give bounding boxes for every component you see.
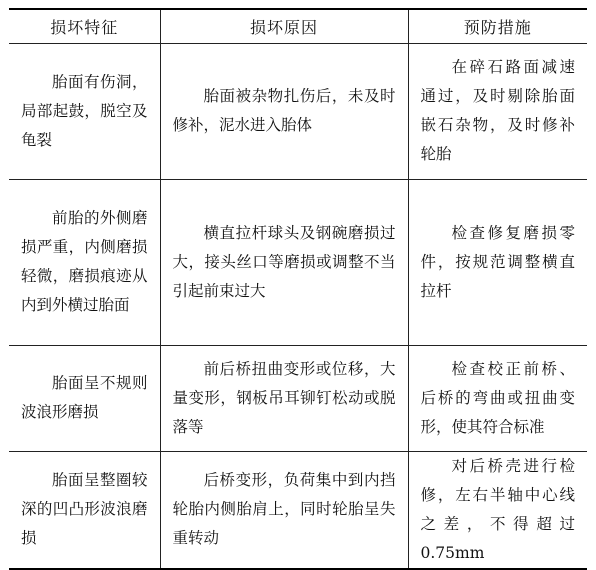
feature-text: 胎面呈不规则波浪形磨损 [21,374,148,421]
cause-text: 胎面被杂物扎伤后，未及时修补，泥水进入胎体 [172,87,396,134]
header-prevention: 预防措施 [408,9,587,43]
feature-text: 胎面呈整圈较深的凹凸形波浪磨损 [21,471,148,547]
table-row [9,451,587,569]
table-row [9,179,587,345]
feature-cell [9,345,160,451]
cause-cell [160,43,408,179]
prevention-text: 检查修复磨损零件，按规范调整横直拉杆 [420,223,575,300]
feature-text: 胎面有伤洞，局部起鼓，脱空及龟裂 [21,72,148,149]
prevention-cell [408,43,587,179]
feature-cell [9,179,160,345]
cause-text: 横直拉杆球头及钢碗磨损过大，接头丝口等磨损或调整不当引起前束过大 [172,223,396,300]
feature-text: 前胎的外侧磨损严重，内侧磨损轻微，磨损痕迹从内到外横过胎面 [21,209,148,314]
table-row [9,345,587,451]
prevention-cell [408,345,587,451]
prevention-text: 在碎石路面减速通过，及时剔除胎面嵌石杂物，及时修补轮胎 [420,58,575,163]
header-row [9,9,587,43]
feature-cell [9,43,160,179]
cause-cell [160,451,408,569]
feature-cell [9,451,160,569]
prevention-text: 对后桥壳进行检修，左右半轴中心线之差，不得超过0.75mm [420,456,575,562]
cause-text: 前后桥扭曲变形或位移，大量变形，钢板吊耳铆钉松动或脱落等 [172,359,396,436]
cause-text: 后桥变形，负荷集中到内挡轮胎内侧胎肩上，同时轮胎呈失重转动 [172,471,396,547]
header-damage-cause: 损坏原因 [160,9,408,43]
header-damage-feature: 损坏特征 [9,9,160,43]
table-row [9,43,587,179]
prevention-cell [408,451,587,569]
prevention-text: 检查校正前桥、后桥的弯曲或扭曲变形，使其符合标准 [420,359,575,436]
cause-cell [160,179,408,345]
tire-damage-table [9,8,587,570]
prevention-cell [408,179,587,345]
cause-cell [160,345,408,451]
